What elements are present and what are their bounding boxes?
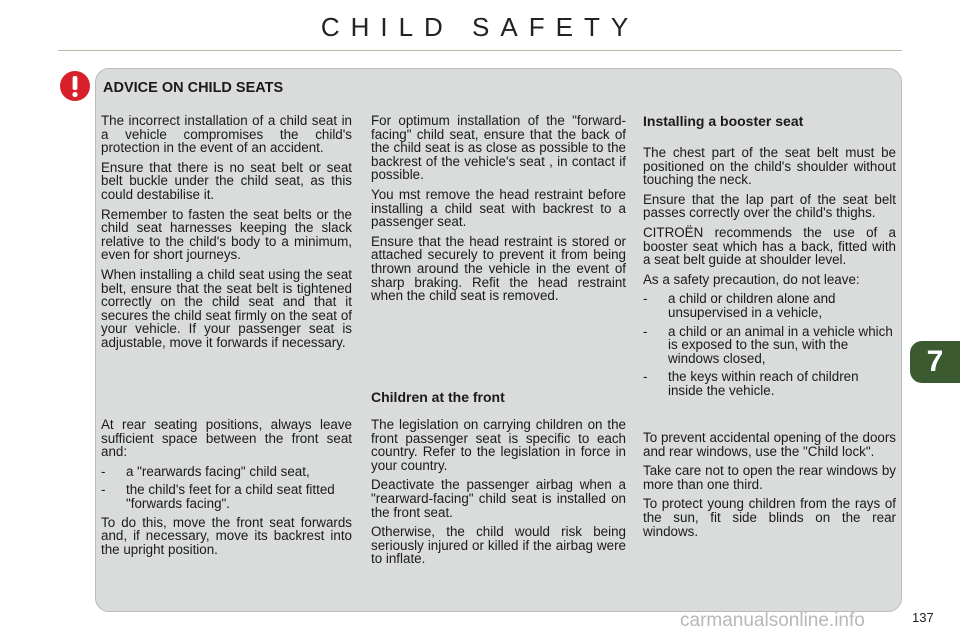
bullet-dash: - — [101, 482, 106, 498]
paragraph: Deactivate the passenger airbag when a "rearward-facing" child seat is installed on the front seat. — [371, 477, 626, 520]
paragraph: For optimum installation of the "forward-facing" child seat, ensure that the back of the child seat is as close as possible to the backrest of the vehicle's seat , in contact if possible. — [371, 113, 626, 183]
column-2-top — [371, 114, 626, 309]
paragraph: The incorrect installation of a child seat in a vehicle compromises the child's protection in the event of an accident. — [101, 113, 352, 156]
paragraph: Otherwise, the child would risk being seriously injured or killed if the airbag were to inflate. — [371, 524, 626, 567]
paragraph: The legislation on carrying children on the front passenger seat is specific to each country. Refer to the legislation in force in your country. — [371, 417, 626, 473]
paragraph: Ensure that the lap part of the seat belt passes correctly over the child's thighs. — [643, 191, 896, 221]
list-item-text: the child's feet for a child seat fitted "forwards facing". — [126, 482, 335, 511]
children-front-heading: Children at the front — [371, 389, 505, 405]
bullet-dash: - — [643, 291, 648, 307]
list-item-text: a child or an animal in a vehicle which is exposed to the sun, with the windows closed, — [668, 323, 893, 366]
paragraph: CITROËN recommends the use of a booster seat which has a back, fitted with a seat belt guide at shoulder level. — [643, 224, 896, 268]
list-item — [101, 483, 352, 510]
page-title: CHILD SAFETY — [320, 12, 640, 42]
page-number: 137 — [912, 610, 934, 625]
panel-heading: ADVICE ON CHILD SEATS — [103, 80, 284, 96]
list-item-text: the keys within reach of children inside the vehicle. — [668, 369, 859, 398]
paragraph: When installing a child seat using the seat belt, ensure that the seat belt is tightened correctly on the child seat and that it secures the child seat firmly on the seat of your vehicle. If your passenger seat is adjustable, move it forwards if necessary. — [101, 266, 352, 350]
bullet-dash: - — [643, 369, 648, 385]
booster-seat-heading: Installing a booster seat — [643, 113, 804, 129]
paragraph: Ensure that there is no seat belt or seat belt buckle under the child seat, as this could destabilise it. — [101, 159, 352, 202]
list-item — [643, 325, 896, 366]
watermark: carmanualsonline.info — [680, 610, 865, 631]
column-3-top — [643, 146, 896, 403]
list-item-text: a child or children alone and unsupervised in a vehicle, — [668, 291, 836, 320]
column-2-bottom — [371, 418, 626, 572]
bullet-dash: - — [101, 463, 106, 479]
paragraph: The chest part of the seat belt must be positioned on the child's shoulder without touching the neck. — [643, 145, 896, 188]
paragraph: Take care not to open the rear windows by more than one third. — [643, 463, 896, 492]
paragraph: You mst remove the head restraint before installing a child seat with backrest to a passenger seat. — [371, 186, 626, 230]
column-3-bottom — [643, 431, 896, 544]
paragraph: At rear seating positions, always leave sufficient space between the front seat and: — [101, 417, 352, 460]
paragraph: To do this, move the front seat forwards and, if necessary, move its backrest into the upright position. — [101, 514, 352, 557]
title-divider — [58, 50, 902, 51]
column-1-top — [101, 114, 352, 356]
column-1-bottom — [101, 418, 352, 562]
paragraph: Ensure that the head restraint is stored or attached securely to prevent it from being thrown around the vehicle in the event of sharp braking. Refit the head restraint when the child seat is removed. — [371, 233, 626, 304]
paragraph: As a safety precaution, do not leave: — [643, 271, 860, 287]
warning-icon — [59, 70, 91, 102]
list-item — [101, 465, 352, 479]
paragraph: Remember to fasten the seat belts or the child seat harnesses keeping the slack relative to the child's body to a minimum, even for short journeys. — [101, 206, 352, 263]
chapter-tab[interactable]: 7 — [910, 341, 960, 383]
list-item — [643, 292, 896, 319]
list-item — [643, 370, 896, 397]
paragraph: To prevent accidental opening of the doors and rear windows, use the "Child lock". — [643, 430, 896, 459]
list-item-text: a "rearwards facing" child seat, — [126, 463, 310, 479]
bullet-dash: - — [643, 323, 648, 339]
paragraph: To protect young children from the rays of the sun, fit side blinds on the rear windows. — [643, 496, 896, 539]
